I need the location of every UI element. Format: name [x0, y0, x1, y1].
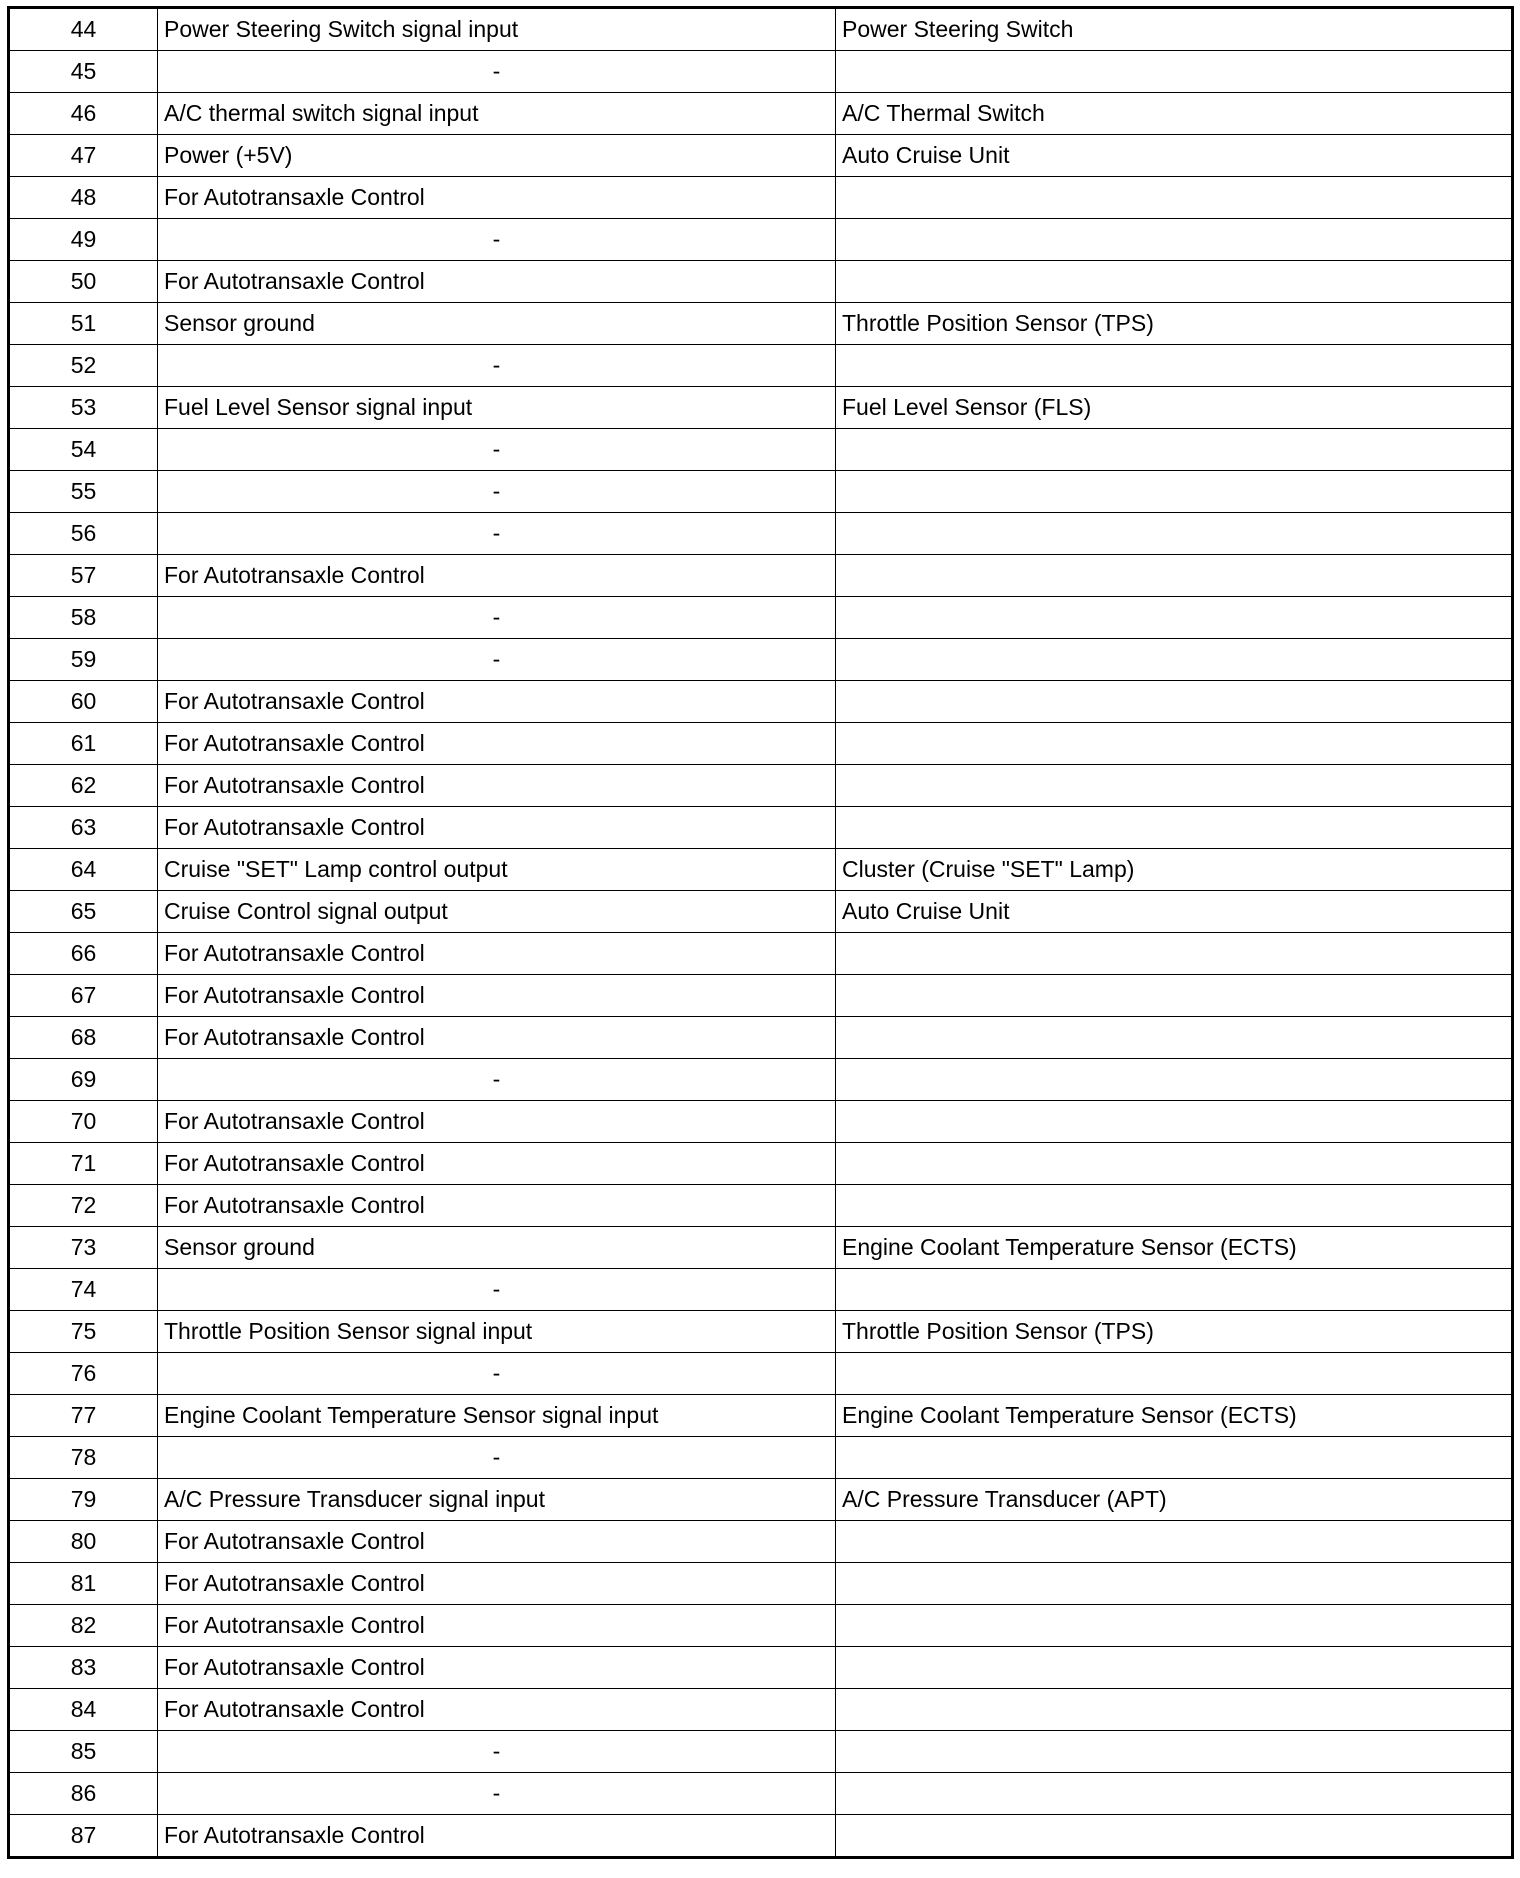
table-row [9, 555, 1513, 597]
pin-number-cell: 73 [9, 1227, 158, 1269]
pin-number-cell: 59 [9, 639, 158, 681]
table-row [9, 8, 1513, 51]
pin-connection-cell [836, 1605, 1513, 1647]
table-row [9, 1143, 1513, 1185]
pin-number-cell: 85 [9, 1731, 158, 1773]
pin-connection-cell [836, 723, 1513, 765]
pin-connection-cell [836, 1017, 1513, 1059]
table-row [9, 1227, 1513, 1269]
table-row [9, 513, 1513, 555]
table-row [9, 975, 1513, 1017]
table-row [9, 219, 1513, 261]
pin-number-cell: 60 [9, 681, 158, 723]
pin-connection-cell: Cluster (Cruise "SET" Lamp) [836, 849, 1513, 891]
pin-connection-cell: Fuel Level Sensor (FLS) [836, 387, 1513, 429]
pin-description-cell: - [158, 597, 836, 639]
table-row [9, 1059, 1513, 1101]
pin-description-cell: For Autotransaxle Control [158, 807, 836, 849]
table-row [9, 51, 1513, 93]
table-row [9, 1815, 1513, 1858]
pin-connection-cell [836, 1101, 1513, 1143]
pin-connection-cell [836, 681, 1513, 723]
pin-number-cell: 84 [9, 1689, 158, 1731]
pin-description-cell: For Autotransaxle Control [158, 555, 836, 597]
pin-description-cell: - [158, 1437, 836, 1479]
pin-number-cell: 75 [9, 1311, 158, 1353]
pin-connection-cell [836, 177, 1513, 219]
pin-number-cell: 61 [9, 723, 158, 765]
table-row [9, 765, 1513, 807]
pin-description-cell: - [158, 1269, 836, 1311]
pin-description-cell: For Autotransaxle Control [158, 1563, 836, 1605]
pin-connection-cell [836, 1563, 1513, 1605]
pin-description-cell: For Autotransaxle Control [158, 1689, 836, 1731]
pin-description-cell: - [158, 639, 836, 681]
pin-description-cell: Cruise Control signal output [158, 891, 836, 933]
table-row [9, 1269, 1513, 1311]
pin-number-cell: 72 [9, 1185, 158, 1227]
pin-table-body [9, 8, 1513, 1858]
pin-connection-cell [836, 1185, 1513, 1227]
table-row [9, 471, 1513, 513]
pin-connection-cell [836, 639, 1513, 681]
pin-number-cell: 82 [9, 1605, 158, 1647]
pin-description-cell: - [158, 1731, 836, 1773]
pin-description-cell: - [158, 1353, 836, 1395]
pin-number-cell: 47 [9, 135, 158, 177]
pin-number-cell: 78 [9, 1437, 158, 1479]
pin-description-cell: For Autotransaxle Control [158, 723, 836, 765]
pin-connection-cell: Throttle Position Sensor (TPS) [836, 303, 1513, 345]
pin-description-cell: For Autotransaxle Control [158, 177, 836, 219]
pin-connection-cell: Engine Coolant Temperature Sensor (ECTS) [836, 1227, 1513, 1269]
pin-connection-cell [836, 471, 1513, 513]
pin-connection-cell [836, 261, 1513, 303]
table-row [9, 1689, 1513, 1731]
pin-connection-cell [836, 513, 1513, 555]
table-row [9, 135, 1513, 177]
pin-number-cell: 57 [9, 555, 158, 597]
table-row [9, 387, 1513, 429]
pin-number-cell: 58 [9, 597, 158, 639]
pin-number-cell: 65 [9, 891, 158, 933]
table-row [9, 93, 1513, 135]
pin-connection-cell [836, 1437, 1513, 1479]
pin-number-cell: 70 [9, 1101, 158, 1143]
pin-description-cell: For Autotransaxle Control [158, 1143, 836, 1185]
pin-description-cell: - [158, 429, 836, 471]
pin-description-cell: Power (+5V) [158, 135, 836, 177]
pin-connection-cell [836, 597, 1513, 639]
pin-number-cell: 79 [9, 1479, 158, 1521]
pin-description-cell: - [158, 513, 836, 555]
pin-description-cell: Throttle Position Sensor signal input [158, 1311, 836, 1353]
pin-number-cell: 54 [9, 429, 158, 471]
table-row [9, 1647, 1513, 1689]
pin-description-cell: - [158, 1773, 836, 1815]
pin-connection-cell [836, 1353, 1513, 1395]
pin-description-cell: For Autotransaxle Control [158, 1017, 836, 1059]
pin-description-cell: For Autotransaxle Control [158, 1605, 836, 1647]
pin-description-cell: Sensor ground [158, 303, 836, 345]
table-row [9, 1605, 1513, 1647]
pin-connection-cell [836, 1269, 1513, 1311]
pin-number-cell: 45 [9, 51, 158, 93]
table-row [9, 1185, 1513, 1227]
pin-number-cell: 55 [9, 471, 158, 513]
pin-description-cell: - [158, 219, 836, 261]
pin-connection-cell [836, 933, 1513, 975]
table-row [9, 261, 1513, 303]
table-row [9, 303, 1513, 345]
table-row [9, 177, 1513, 219]
pin-description-cell: - [158, 345, 836, 387]
table-row [9, 1563, 1513, 1605]
pin-connection-cell: Power Steering Switch [836, 8, 1513, 51]
pin-description-cell: For Autotransaxle Control [158, 261, 836, 303]
pin-number-cell: 77 [9, 1395, 158, 1437]
pin-number-cell: 64 [9, 849, 158, 891]
table-row [9, 1437, 1513, 1479]
pin-description-cell: A/C thermal switch signal input [158, 93, 836, 135]
pin-connection-cell [836, 219, 1513, 261]
pin-connection-cell [836, 1731, 1513, 1773]
pin-description-cell: Fuel Level Sensor signal input [158, 387, 836, 429]
pin-connection-cell [836, 807, 1513, 849]
table-row [9, 639, 1513, 681]
pin-connection-cell [836, 975, 1513, 1017]
pin-connection-cell [836, 1773, 1513, 1815]
pin-number-cell: 69 [9, 1059, 158, 1101]
pin-number-cell: 83 [9, 1647, 158, 1689]
pin-number-cell: 67 [9, 975, 158, 1017]
pin-description-cell: - [158, 1059, 836, 1101]
pin-table [7, 6, 1514, 1859]
pin-number-cell: 71 [9, 1143, 158, 1185]
table-row [9, 597, 1513, 639]
pin-number-cell: 63 [9, 807, 158, 849]
pin-number-cell: 52 [9, 345, 158, 387]
pin-description-cell: For Autotransaxle Control [158, 933, 836, 975]
pin-description-cell: For Autotransaxle Control [158, 1185, 836, 1227]
pin-number-cell: 50 [9, 261, 158, 303]
pin-connection-cell [836, 1647, 1513, 1689]
pin-description-cell: For Autotransaxle Control [158, 1521, 836, 1563]
table-row [9, 1773, 1513, 1815]
pin-description-cell: A/C Pressure Transducer signal input [158, 1479, 836, 1521]
pin-number-cell: 80 [9, 1521, 158, 1563]
pin-number-cell: 51 [9, 303, 158, 345]
table-row [9, 1731, 1513, 1773]
pin-description-cell: For Autotransaxle Control [158, 1647, 836, 1689]
pin-number-cell: 87 [9, 1815, 158, 1858]
pin-number-cell: 44 [9, 8, 158, 51]
pin-number-cell: 68 [9, 1017, 158, 1059]
table-row [9, 1101, 1513, 1143]
pin-connection-cell: Throttle Position Sensor (TPS) [836, 1311, 1513, 1353]
table-row [9, 681, 1513, 723]
pin-number-cell: 46 [9, 93, 158, 135]
pin-number-cell: 48 [9, 177, 158, 219]
pin-number-cell: 66 [9, 933, 158, 975]
pin-description-cell: For Autotransaxle Control [158, 681, 836, 723]
pin-connection-cell [836, 1143, 1513, 1185]
table-row [9, 1353, 1513, 1395]
pin-number-cell: 76 [9, 1353, 158, 1395]
pin-number-cell: 81 [9, 1563, 158, 1605]
table-row [9, 1521, 1513, 1563]
table-row [9, 429, 1513, 471]
pin-description-cell: Sensor ground [158, 1227, 836, 1269]
table-row [9, 891, 1513, 933]
table-row [9, 723, 1513, 765]
pin-connection-cell: A/C Thermal Switch [836, 93, 1513, 135]
pin-connection-cell [836, 1059, 1513, 1101]
pin-description-cell: - [158, 51, 836, 93]
table-row [9, 1479, 1513, 1521]
pin-connection-cell [836, 51, 1513, 93]
table-row [9, 807, 1513, 849]
pin-connection-cell [836, 1521, 1513, 1563]
pin-description-cell: For Autotransaxle Control [158, 1101, 836, 1143]
table-row [9, 1311, 1513, 1353]
pin-connection-cell: Engine Coolant Temperature Sensor (ECTS) [836, 1395, 1513, 1437]
table-row [9, 345, 1513, 387]
table-row [9, 1017, 1513, 1059]
table-row [9, 1395, 1513, 1437]
pin-description-cell: For Autotransaxle Control [158, 1815, 836, 1858]
pin-description-cell: Engine Coolant Temperature Sensor signal input [158, 1395, 836, 1437]
pin-number-cell: 62 [9, 765, 158, 807]
pin-connection-cell [836, 1815, 1513, 1858]
pin-connection-cell: Auto Cruise Unit [836, 135, 1513, 177]
pin-connection-cell [836, 765, 1513, 807]
pin-number-cell: 49 [9, 219, 158, 261]
table-row [9, 933, 1513, 975]
pin-connection-cell [836, 429, 1513, 471]
pin-connection-cell: A/C Pressure Transducer (APT) [836, 1479, 1513, 1521]
pin-number-cell: 56 [9, 513, 158, 555]
pin-description-cell: Cruise "SET" Lamp control output [158, 849, 836, 891]
pin-number-cell: 86 [9, 1773, 158, 1815]
pin-description-cell: For Autotransaxle Control [158, 765, 836, 807]
table-row [9, 849, 1513, 891]
pin-description-cell: Power Steering Switch signal input [158, 8, 836, 51]
pin-connection-cell [836, 345, 1513, 387]
pin-description-cell: For Autotransaxle Control [158, 975, 836, 1017]
pin-connection-cell [836, 1689, 1513, 1731]
pin-number-cell: 74 [9, 1269, 158, 1311]
pin-connection-cell [836, 555, 1513, 597]
pin-connection-cell: Auto Cruise Unit [836, 891, 1513, 933]
pin-description-cell: - [158, 471, 836, 513]
pin-number-cell: 53 [9, 387, 158, 429]
